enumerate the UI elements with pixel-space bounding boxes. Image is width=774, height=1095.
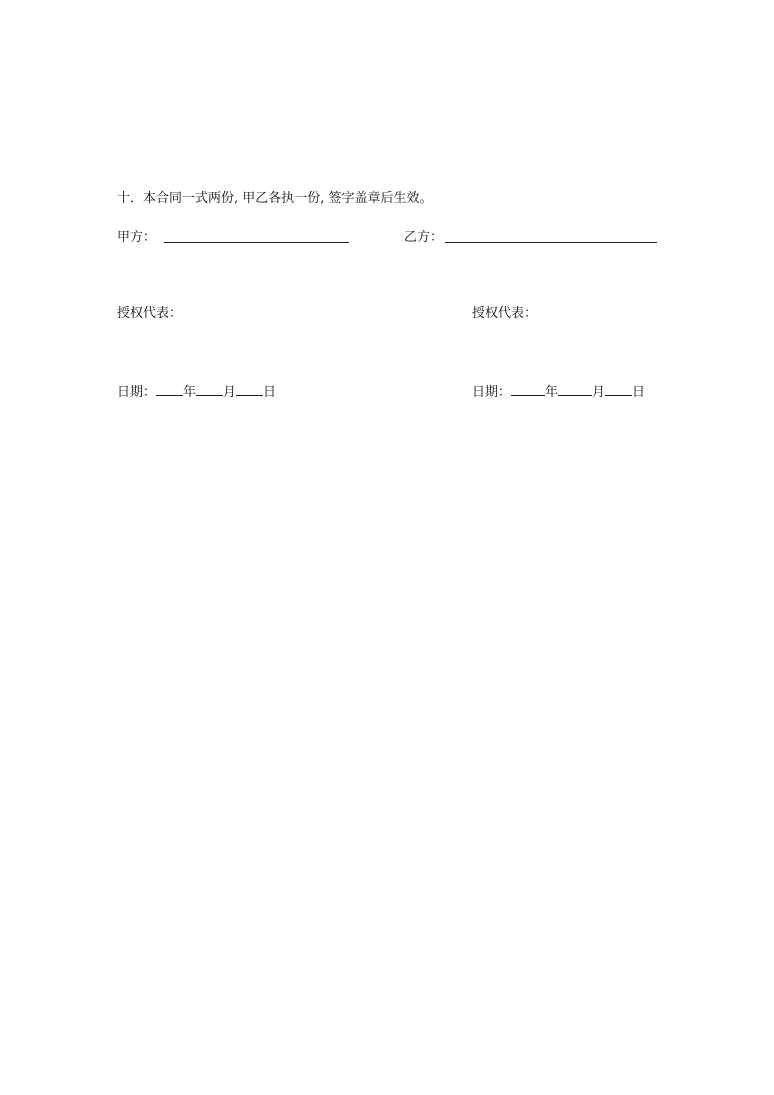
day-label: 日 bbox=[632, 385, 646, 400]
party-b-label: 乙方： bbox=[404, 230, 444, 245]
party-a-signature-line bbox=[164, 242, 349, 243]
day-blank bbox=[605, 383, 632, 396]
month-blank bbox=[558, 383, 592, 396]
day-blank bbox=[236, 383, 263, 396]
year-blank bbox=[511, 383, 545, 396]
party-a-authorized-rep-label: 授权代表： bbox=[117, 306, 183, 321]
clause-ten: 十．本合同一式两份, 甲乙各执一份, 签字盖章后生效。 bbox=[117, 191, 433, 206]
year-label: 年 bbox=[183, 385, 197, 400]
year-label: 年 bbox=[545, 385, 559, 400]
month-blank bbox=[196, 383, 223, 396]
date-prefix: 日期： bbox=[117, 385, 157, 400]
day-label: 日 bbox=[263, 385, 277, 400]
party-b-authorized-rep-label: 授权代表： bbox=[472, 306, 538, 321]
month-label: 月 bbox=[223, 385, 237, 400]
party-a-label: 甲方： bbox=[117, 230, 157, 245]
date-prefix: 日期： bbox=[472, 385, 512, 400]
party-b-signature-line bbox=[445, 242, 657, 243]
party-a-date bbox=[117, 383, 276, 401]
year-blank bbox=[156, 383, 183, 396]
month-label: 月 bbox=[592, 385, 606, 400]
party-b-date bbox=[472, 383, 645, 401]
